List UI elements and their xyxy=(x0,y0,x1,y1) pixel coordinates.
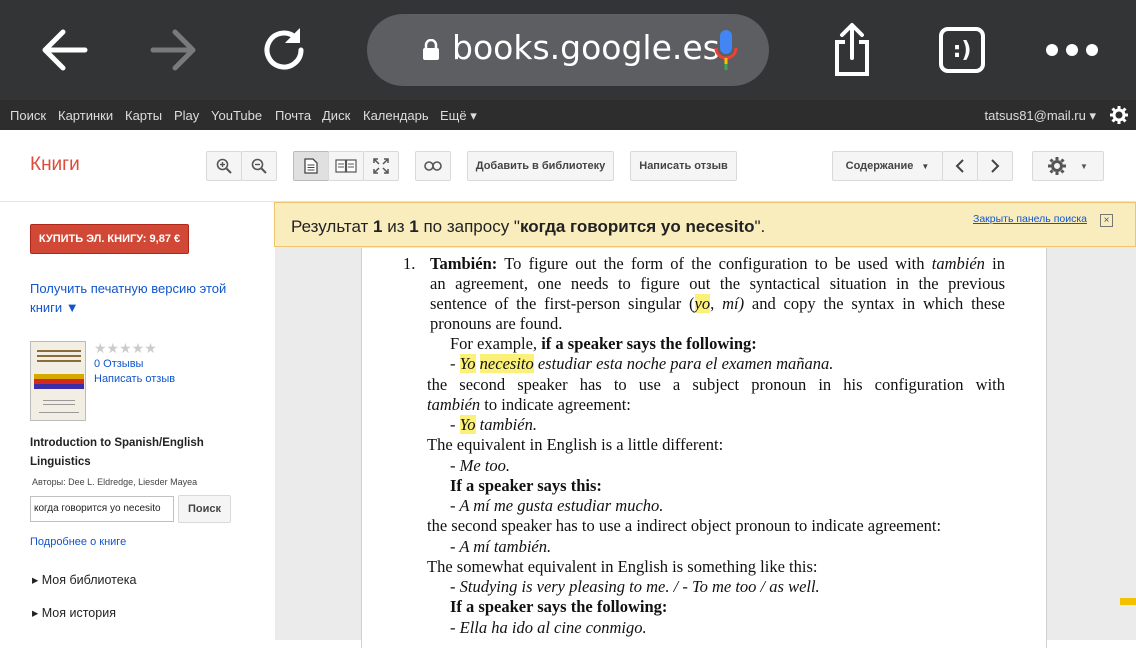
text-line: the second speaker has to use a indirect object pronoun to indicate agreement: xyxy=(427,516,942,535)
reload-icon[interactable] xyxy=(252,18,316,82)
gbar-item-calendar[interactable]: Календарь xyxy=(363,108,429,123)
zoom-in-icon xyxy=(216,158,232,174)
url-text: books.google.es xyxy=(452,28,720,67)
search-result-panel xyxy=(274,202,1136,247)
text-line: The somewhat equivalent in English is something like this: xyxy=(427,557,818,576)
tabs-label: :) xyxy=(939,27,985,73)
search-result-text: Результат 1 из 1 по запросу "когда говорится yo necesito". xyxy=(291,217,766,236)
chevron-right-icon xyxy=(990,159,1000,173)
text-line: pronouns are found. xyxy=(430,314,563,333)
zoom-out-icon xyxy=(251,158,267,174)
gbar-item-images[interactable]: Картинки xyxy=(58,108,114,123)
search-in-book-input[interactable]: когда говорится yo necesito xyxy=(30,496,174,522)
next-page-button[interactable] xyxy=(977,151,1013,181)
forward-icon[interactable] xyxy=(142,18,206,82)
list-number: 1. xyxy=(403,254,416,273)
write-review-button[interactable]: Написать отзыв xyxy=(630,151,737,181)
text-line: The equivalent in English is a little different: xyxy=(427,435,724,454)
print-version-link[interactable]: Получить печатную версию этой книги ▼ xyxy=(30,281,227,315)
two-page-button[interactable] xyxy=(328,151,364,181)
contents-label: Содержание xyxy=(845,160,914,172)
contents-dropdown[interactable] xyxy=(832,151,943,181)
buy-ebook-button[interactable]: КУПИТЬ ЭЛ. КНИГУ: 9,87 € xyxy=(30,224,189,254)
rating-stars: ★★★★★ xyxy=(94,340,157,356)
gear-icon xyxy=(1048,157,1066,175)
gear-icon[interactable] xyxy=(1110,106,1128,124)
fullscreen-button[interactable] xyxy=(363,151,399,181)
gbar-item-mail[interactable]: Почта xyxy=(275,108,312,123)
text-line: sentence of the first-person singular (yo, mí) and copy the syntax in which these xyxy=(430,294,1006,313)
browser-toolbar xyxy=(0,0,1136,100)
scroll-marker xyxy=(1120,598,1136,605)
text-line: If a speaker says the following: xyxy=(450,597,668,616)
text-line: - Ella ha ido al cine conmigo. xyxy=(450,618,647,637)
text-line: También: To figure out the form of the configuration to be used with también in xyxy=(430,254,1005,273)
search-in-book-button[interactable]: Поиск xyxy=(178,495,231,523)
single-page-icon xyxy=(304,158,318,174)
text-line: - A mí me gusta estudiar mucho. xyxy=(450,496,664,515)
sidebar-item-my-library[interactable]: ▸ Моя библиотека xyxy=(32,573,137,587)
more-about-book-link[interactable]: Подробнее о книге xyxy=(30,536,127,548)
lock-icon xyxy=(422,39,440,61)
account-email[interactable]: tatsus81@mail.ru ▾ xyxy=(984,108,1096,123)
single-page-button[interactable] xyxy=(293,151,329,181)
book-title: Introduction to Spanish/English Linguistics xyxy=(30,437,204,468)
add-to-library-button[interactable]: Добавить в библиотеку xyxy=(467,151,614,181)
close-icon[interactable]: × xyxy=(1100,214,1113,227)
brand-title[interactable]: Книги xyxy=(30,154,80,175)
more-icon[interactable] xyxy=(1040,18,1104,82)
reviews-count-link[interactable]: 0 Отзывы xyxy=(94,358,144,370)
settings-dropdown[interactable] xyxy=(1032,151,1104,181)
sidebar-item-my-history[interactable]: ▸ Моя история xyxy=(32,606,116,620)
book-cover[interactable] xyxy=(30,341,86,421)
mic-icon[interactable] xyxy=(713,30,739,72)
text-line: the second speaker has to use a subject pronoun in his configuration with xyxy=(427,375,1005,394)
fullscreen-icon xyxy=(373,158,389,174)
link-icon xyxy=(424,161,442,171)
text-line: - A mí también. xyxy=(450,537,552,556)
chevron-down-icon: ▼ xyxy=(1080,161,1088,171)
text-line: - Yo también. xyxy=(450,415,537,434)
text-line: - Studying is very pleasing to me. / - To me too / as well. xyxy=(450,577,820,596)
gbar-item-drive[interactable]: Диск xyxy=(322,108,351,123)
books-toolbar xyxy=(0,130,1136,202)
google-bar xyxy=(0,100,1136,130)
address-bar[interactable] xyxy=(367,14,769,86)
zoom-in-button[interactable] xyxy=(206,151,242,181)
book-page xyxy=(361,248,1047,648)
text-line: For example, if a speaker says the following: xyxy=(450,334,757,353)
close-search-panel-link[interactable]: Закрыть панель поиска xyxy=(973,213,1087,225)
gbar-item-more[interactable]: Ещё ▾ xyxy=(440,108,477,123)
share-icon[interactable] xyxy=(820,18,884,82)
book-viewer[interactable] xyxy=(275,202,1136,640)
previous-page-button[interactable] xyxy=(942,151,978,181)
two-page-icon xyxy=(335,158,357,174)
text-line: también to indicate agreement: xyxy=(427,395,631,414)
write-review-link[interactable]: Написать отзыв xyxy=(94,373,176,385)
gbar-item-maps[interactable]: Карты xyxy=(125,108,163,123)
gbar-item-search[interactable]: Поиск xyxy=(10,108,47,123)
book-authors: Авторы: Dee L. Eldredge, Liesder Mayea xyxy=(32,477,198,487)
zoom-out-button[interactable] xyxy=(241,151,277,181)
text-line: - Me too. xyxy=(450,456,511,475)
text-line: - Yo necesito estudiar esta noche para el examen mañana. xyxy=(450,354,834,373)
chevron-down-icon: ▼ xyxy=(921,161,930,171)
link-button[interactable] xyxy=(415,151,451,181)
gbar-item-play[interactable]: Play xyxy=(174,108,200,123)
back-icon[interactable] xyxy=(32,18,96,82)
tabs-icon[interactable] xyxy=(930,18,994,82)
book-sidebar xyxy=(0,202,275,640)
text-line: an agreement, one needs to figure out the syntactical situation in the previous xyxy=(430,274,1005,293)
gbar-item-youtube[interactable]: YouTube xyxy=(211,108,263,123)
chevron-left-icon xyxy=(955,159,965,173)
text-line: If a speaker says this: xyxy=(450,476,602,495)
